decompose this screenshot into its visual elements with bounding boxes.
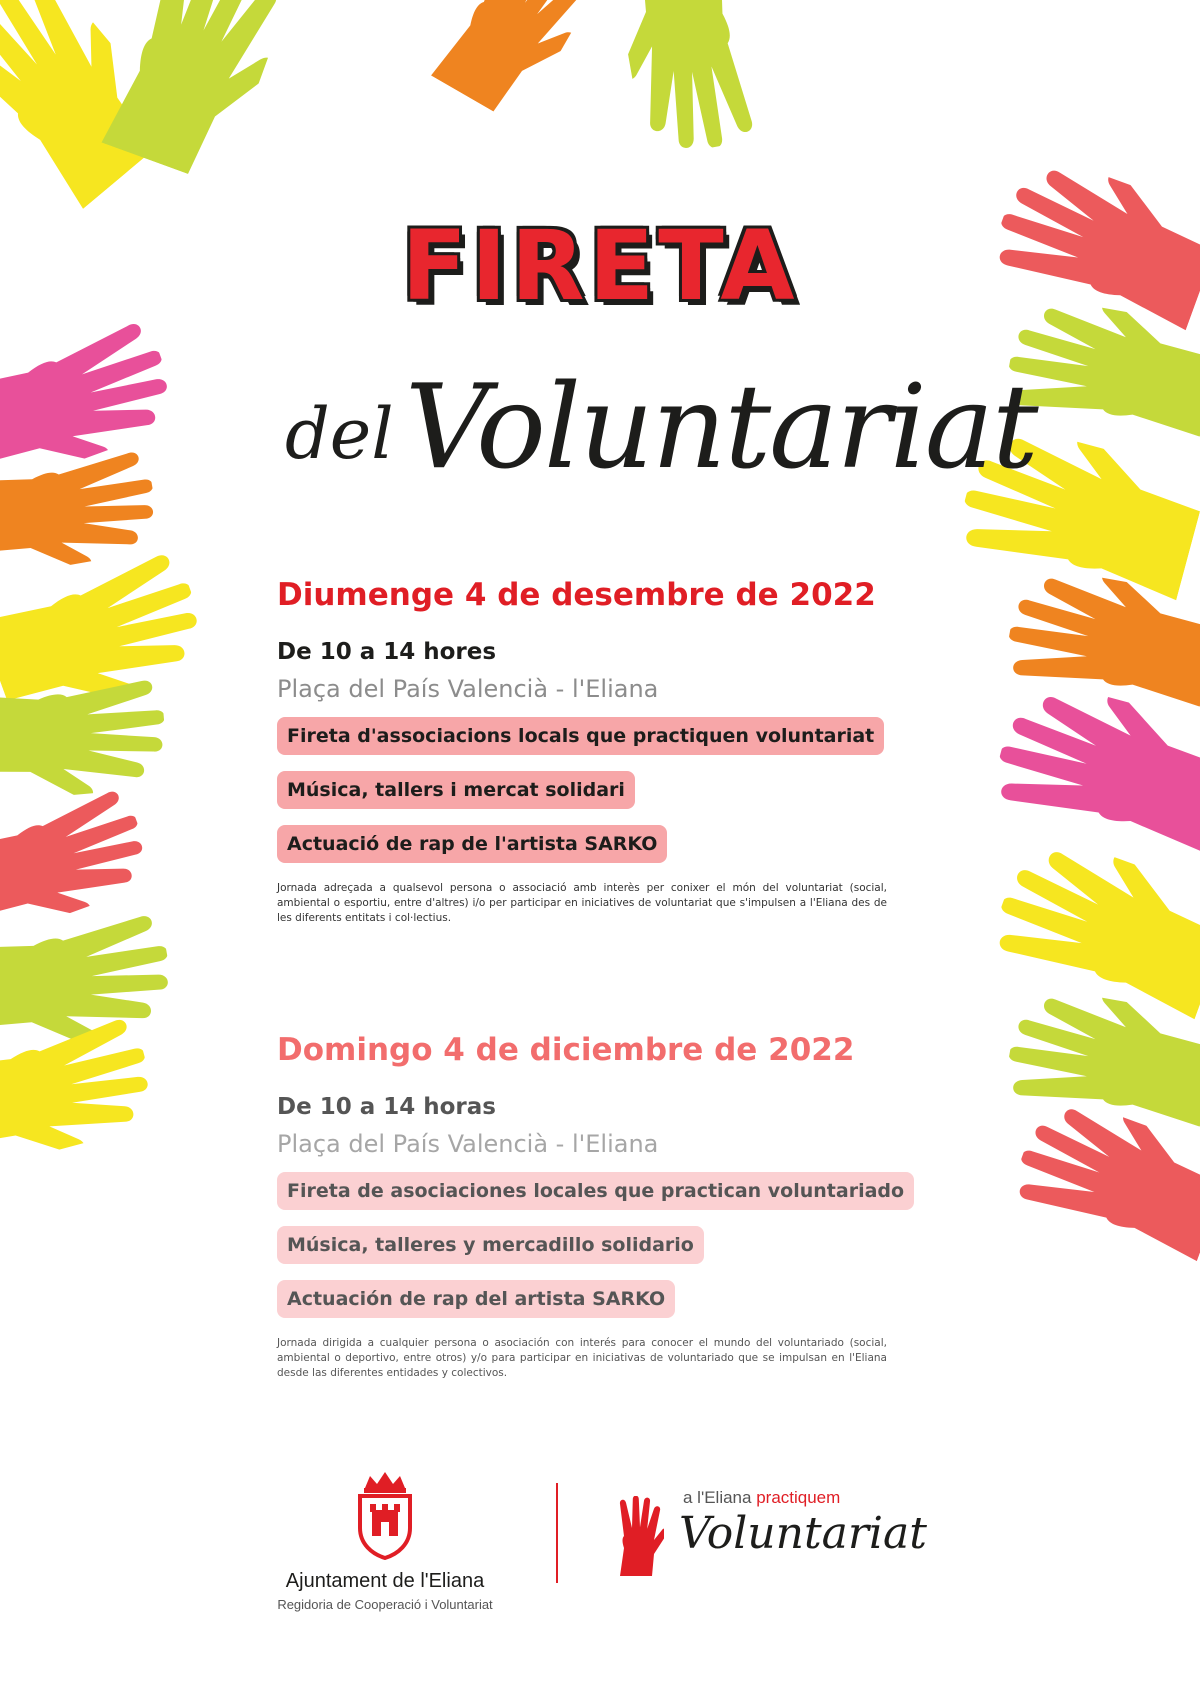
hand-icon: [0, 1015, 166, 1183]
title-voluntariat-word: Voluntariat: [405, 360, 1037, 495]
title-fireta: FIRETA: [401, 210, 799, 322]
event-date: Diumenge 4 de desembre de 2022: [277, 577, 876, 613]
tagline-prefix: a l'Eliana: [683, 1488, 752, 1507]
hand-icon: [0, 679, 171, 809]
valencian-section: [277, 577, 897, 927]
hand-icon: [431, 0, 615, 129]
activity-item: Actuació de rap de l'artista SARKO: [277, 825, 667, 863]
activity-item: Fireta d'associacions locals que practiquen voluntariat: [277, 717, 884, 755]
event-hours: De 10 a 14 horas: [277, 1094, 496, 1120]
spanish-section: [277, 1032, 905, 1382]
event-date: Domingo 4 de diciembre de 2022: [277, 1032, 855, 1068]
red-hand-icon: [605, 1496, 675, 1576]
hand-icon: [602, 0, 755, 162]
town-name: Ajuntament de l'Eliana: [285, 1570, 485, 1592]
town-hall-logo: [255, 1470, 515, 1612]
hand-icon: [987, 820, 1200, 1019]
department-name: Regidoria de Cooperació i Voluntariat: [277, 1597, 493, 1612]
tagline-accent: practiquem: [756, 1488, 841, 1507]
logo-script: Voluntariat: [679, 1508, 927, 1559]
activity-list: [277, 1172, 905, 1318]
event-hours: De 10 a 14 hores: [277, 639, 497, 665]
event-description: Jornada dirigida a cualquier persona o asociación con interés para conocer el mundo del voluntariado (social, ambiental o deportivo, entre otros) y/o para participar en iniciativas de voluntariado que se impulsan en l'Eliana desde las diferentes entidades y colectivos.: [277, 1337, 887, 1380]
activity-item: Música, tallers i mercat solidari: [277, 771, 635, 809]
voluntariat-logo: [605, 1488, 927, 1578]
footer-divider: [556, 1483, 558, 1583]
activity-item: Actuación de rap del artista SARKO: [277, 1280, 675, 1318]
activity-item: Música, talleres y mercadillo solidario: [277, 1226, 704, 1264]
event-place: Plaça del País Valencià - l'Eliana: [277, 1130, 659, 1158]
activity-item: Fireta de asociaciones locales que practican voluntariado: [277, 1172, 914, 1210]
activity-list: [277, 717, 897, 863]
logo-tagline: [683, 1488, 840, 1508]
title-voluntariat: [285, 345, 1037, 495]
title-del: del: [285, 393, 394, 475]
coat-of-arms-icon: [350, 1470, 420, 1560]
event-place: Plaça del País Valencià - l'Eliana: [277, 675, 659, 703]
event-description: Jornada adreçada a qualsevol persona o associació amb interès per conixer el món del voluntariat (social, ambiental o esportiu, entre d'altres) i/o per participar en iniciatives de voluntariat que s'impulsen a l'Eliana des de les diferents entitats i col·lectius.: [277, 882, 887, 925]
